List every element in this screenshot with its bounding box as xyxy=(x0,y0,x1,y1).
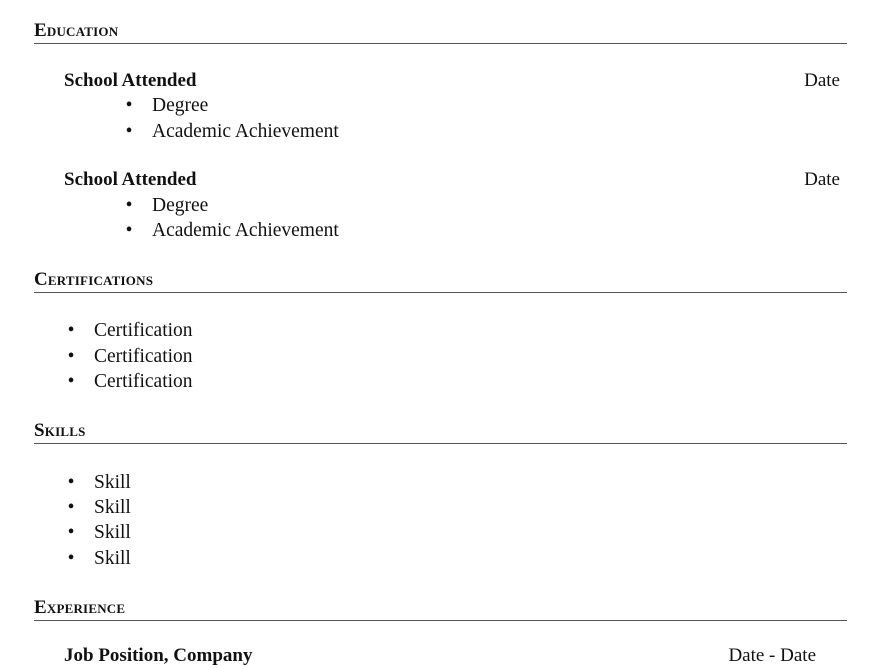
bullet-icon: • xyxy=(67,548,75,569)
bullet-icon: • xyxy=(67,320,75,341)
skill-item: Skill xyxy=(94,472,131,493)
bullet-icon: • xyxy=(125,220,133,241)
skill-item: Skill xyxy=(94,522,131,543)
certification-item: Certification xyxy=(94,346,193,367)
bullet-icon: • xyxy=(67,522,75,543)
section-heading-skills: Skills xyxy=(34,420,847,444)
bullet-icon: • xyxy=(67,497,75,518)
bullet-icon: • xyxy=(67,472,75,493)
education-school-1: School Attended xyxy=(64,70,197,91)
section-heading-certifications: Certifications xyxy=(34,269,847,293)
experience-date: Date - Date xyxy=(728,645,816,666)
bullet-icon: • xyxy=(67,371,75,392)
education-school-2: School Attended xyxy=(64,169,197,190)
section-heading-experience: Experience xyxy=(34,597,847,621)
certification-item: Certification xyxy=(94,371,193,392)
bullet-icon: • xyxy=(125,121,133,142)
skill-item: Skill xyxy=(94,497,131,518)
education-date-1: Date xyxy=(804,70,840,91)
bullet-icon: • xyxy=(125,195,133,216)
education-1-achievement: Academic Achievement xyxy=(152,121,339,142)
education-1-degree: Degree xyxy=(152,95,209,116)
education-2-achievement: Academic Achievement xyxy=(152,220,339,241)
education-date-2: Date xyxy=(804,169,840,190)
skill-item: Skill xyxy=(94,548,131,569)
section-heading-education: Education xyxy=(34,20,847,44)
bullet-icon: • xyxy=(67,346,75,367)
education-2-degree: Degree xyxy=(152,195,209,216)
certification-item: Certification xyxy=(94,320,193,341)
bullet-icon: • xyxy=(125,95,133,116)
experience-position: Job Position, Company xyxy=(64,645,253,666)
